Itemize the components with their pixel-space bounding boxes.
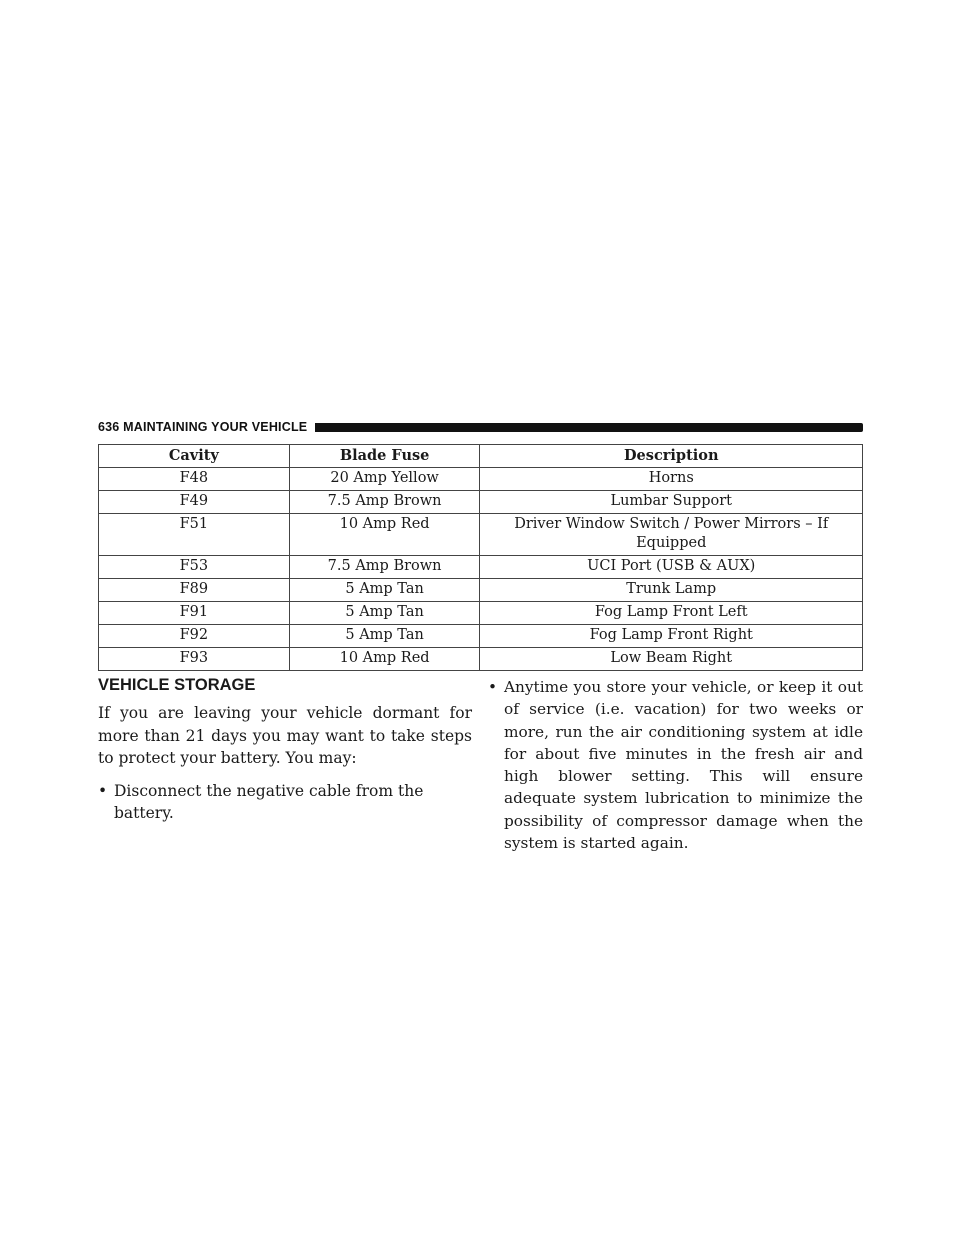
- blade-fuse-cell: 7.5 Amp Brown: [289, 556, 480, 579]
- description-cell: UCI Port (USB & AUX): [480, 556, 863, 579]
- description-cell: Horns: [480, 468, 863, 491]
- table-row: [99, 514, 863, 556]
- fuse-table: [98, 444, 863, 671]
- table-header-row: [99, 445, 863, 468]
- list-item: [488, 676, 863, 854]
- page-header: [98, 418, 863, 436]
- cavity-cell: F92: [99, 625, 290, 648]
- intro-paragraph: If you are leaving your vehicle dormant for more than 21 days you may want to take steps to protect your battery. You may:: [98, 704, 472, 767]
- bullet-text: Disconnect the negative cable from the battery.: [114, 781, 424, 822]
- description-cell: Fog Lamp Front Right: [480, 625, 863, 648]
- bullet-text: Anytime you store your vehicle, or keep it out of service (i.e. vacation) for two weeks or more, run the air conditioning system at idle for about five minutes in the fresh air and high blower setting. This will ensure adequate system lubrication to minimize the possibility of compressor damage when the system is started again.: [504, 678, 863, 853]
- cavity-cell: F91: [99, 602, 290, 625]
- cavity-cell: F53: [99, 556, 290, 579]
- blade-fuse-cell: 5 Amp Tan: [289, 579, 480, 602]
- description-cell: Lumbar Support: [480, 491, 863, 514]
- description-cell: Trunk Lamp: [480, 579, 863, 602]
- cavity-cell: F93: [99, 648, 290, 671]
- bullet-icon: •: [98, 781, 108, 800]
- table-row: [99, 625, 863, 648]
- left-column: [98, 702, 472, 825]
- right-column: [488, 676, 863, 854]
- table-row: [99, 491, 863, 514]
- blade-fuse-cell: 7.5 Amp Brown: [289, 491, 480, 514]
- table-row: [99, 556, 863, 579]
- table-row: [99, 648, 863, 671]
- column-header-cavity: Cavity: [99, 445, 290, 468]
- column-header-description: Description: [480, 445, 863, 468]
- cavity-cell: F51: [99, 514, 290, 556]
- blade-fuse-cell: 5 Amp Tan: [289, 602, 480, 625]
- blade-fuse-cell: 10 Amp Red: [289, 648, 480, 671]
- blade-fuse-cell: 20 Amp Yellow: [289, 468, 480, 491]
- table-row: [99, 468, 863, 491]
- cavity-cell: F48: [99, 468, 290, 491]
- list-item: [98, 780, 472, 825]
- section-title: VEHICLE STORAGE: [98, 676, 256, 694]
- table-row: [99, 579, 863, 602]
- cavity-cell: F89: [99, 579, 290, 602]
- page-number-title: 636 MAINTAINING YOUR VEHICLE: [98, 420, 308, 434]
- header-rule: [315, 423, 863, 432]
- bullet-icon: •: [488, 678, 498, 696]
- table-row: [99, 602, 863, 625]
- blade-fuse-cell: 5 Amp Tan: [289, 625, 480, 648]
- description-cell: Fog Lamp Front Left: [480, 602, 863, 625]
- description-cell: Driver Window Switch / Power Mirrors – If Equipped: [480, 514, 863, 556]
- cavity-cell: F49: [99, 491, 290, 514]
- blade-fuse-cell: 10 Amp Red: [289, 514, 480, 556]
- column-header-blade-fuse: Blade Fuse: [289, 445, 480, 468]
- description-cell: Low Beam Right: [480, 648, 863, 671]
